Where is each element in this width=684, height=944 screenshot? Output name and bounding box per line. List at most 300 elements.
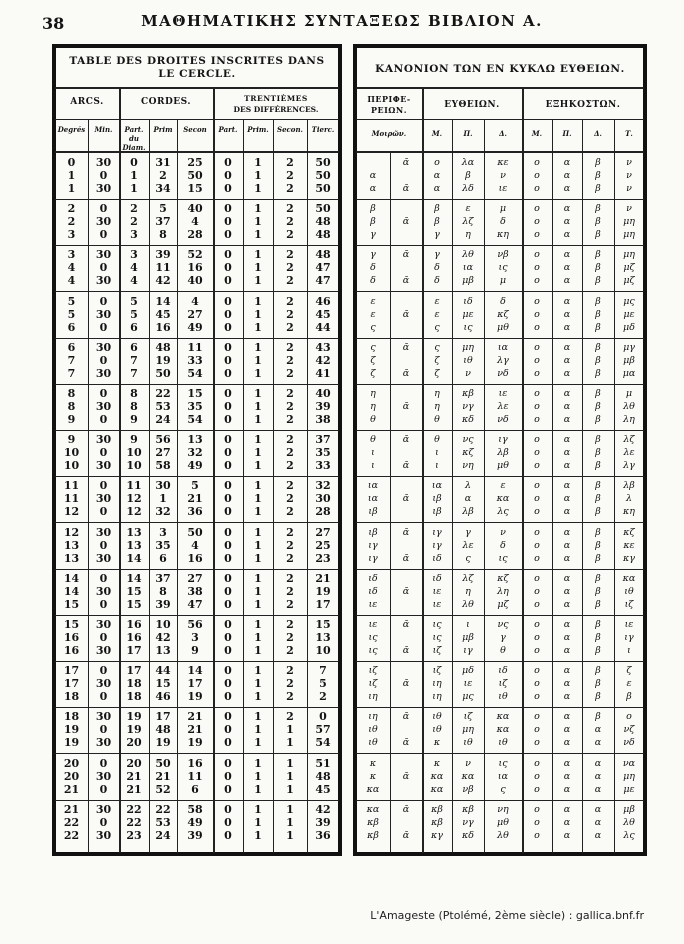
table-cell: ε xyxy=(370,295,376,307)
table-cell: γ xyxy=(370,249,376,261)
column-rule xyxy=(273,119,274,853)
right-table-title: ΚΑΝΟΝΙΟΝ ΤΩΝ ΕΝ ΚΥΚΛΩ ΕΥΘΕΙΩΝ. xyxy=(375,63,625,75)
table-cell: α xyxy=(563,295,571,307)
table-cell: ε xyxy=(626,678,632,690)
table-cell: μα xyxy=(622,367,636,379)
table-cell: β xyxy=(434,216,440,228)
table-cell: β xyxy=(595,388,601,399)
table-cell: ις xyxy=(463,321,473,333)
table-cell: 1 xyxy=(159,492,167,506)
table-cell: ν xyxy=(626,170,632,181)
table-cell: 1 xyxy=(67,169,76,182)
table-cell: 1 xyxy=(254,802,262,816)
table-cell: 2 xyxy=(286,584,294,598)
table-cell: 2 xyxy=(286,274,294,288)
table-cell: 1 xyxy=(254,228,262,242)
table-cell: νδ xyxy=(497,367,509,379)
table-cell: 0 xyxy=(224,618,232,631)
table-cell: β xyxy=(465,170,471,181)
table-cell: 4 xyxy=(67,274,76,288)
table-cell: ις xyxy=(368,645,378,656)
table-cell: β xyxy=(595,460,601,472)
table-cell: 42 xyxy=(315,802,331,816)
table-cell: 0 xyxy=(99,353,108,367)
table-cell: κα xyxy=(496,493,510,505)
table-cell: ιγ xyxy=(432,539,442,551)
table-cell: 30 xyxy=(95,248,112,262)
group-periph-line1: ΠΕΡΙΦΕ- xyxy=(367,94,411,104)
table-cell: 3 xyxy=(67,228,76,242)
table-cell: 22 xyxy=(155,387,171,400)
table-cell: 2 xyxy=(286,202,294,216)
table-cell: μβ xyxy=(462,632,474,643)
table-cell: 2 xyxy=(286,387,294,400)
group-periph-line2: ΡΕΙΩΝ. xyxy=(370,105,408,115)
table-cell: 40 xyxy=(315,387,331,400)
table-cell: ο xyxy=(534,737,540,749)
table-cell: 0 xyxy=(319,710,327,724)
table-cell: λθ xyxy=(462,249,474,261)
table-cell: β xyxy=(370,216,376,228)
table-cell: 32 xyxy=(187,446,203,460)
column-header: Secon xyxy=(183,125,207,134)
table-cell: β xyxy=(434,203,440,215)
table-cell: 39 xyxy=(187,828,203,842)
table-cell: 44 xyxy=(155,664,171,678)
table-cell: κβ xyxy=(462,388,474,399)
table-cell: λς xyxy=(497,506,509,518)
table-cell: β xyxy=(595,401,601,412)
table-cell: ις xyxy=(432,632,442,643)
table-cell: 54 xyxy=(315,736,331,750)
table-cell: κζ xyxy=(497,308,509,320)
table-cell: 5 xyxy=(67,307,76,321)
column-header: Part. xyxy=(218,125,238,134)
table-cell: κα xyxy=(622,572,636,584)
table-cell: 1 xyxy=(67,182,76,195)
table-cell: 7 xyxy=(319,664,327,678)
table-cell: 0 xyxy=(224,644,232,657)
table-cell: 2 xyxy=(67,202,76,216)
column-header: Part. du Diam. xyxy=(122,125,146,152)
row-group-rule xyxy=(55,384,339,385)
table-cell: ο xyxy=(534,460,540,472)
source-credit: L'Amageste (Ptolémé, 2ème siècle) : gallica.bnf.fr xyxy=(370,909,644,922)
table-cell: 0 xyxy=(99,631,108,644)
table-cell: ο xyxy=(534,619,540,630)
table-cell: ς xyxy=(465,552,471,564)
table-cell: ιε xyxy=(432,585,442,597)
table-cell: 39 xyxy=(315,400,331,413)
table-cell: β xyxy=(595,552,601,564)
table-cell: ᾱ xyxy=(402,157,410,168)
table-cell: ο xyxy=(534,783,540,795)
table-cell: β xyxy=(595,170,601,181)
row-group-rule xyxy=(356,800,644,801)
group-trentiemes: TRENTIÈMES xyxy=(244,94,308,103)
table-cell: ι xyxy=(371,447,375,459)
table-cell: 36 xyxy=(187,505,203,519)
table-cell: ο xyxy=(534,572,540,584)
table-cell: ιδ xyxy=(368,585,378,597)
table-cell: ια xyxy=(431,480,443,492)
column-rule xyxy=(390,151,391,853)
table-cell: 2 xyxy=(286,261,294,275)
table-cell: κη xyxy=(497,229,509,241)
table-cell: 1 xyxy=(254,340,262,354)
table-cell: α xyxy=(563,770,571,782)
table-cell: 14 xyxy=(63,571,80,585)
table-cell: 0 xyxy=(224,294,232,308)
table-cell: 30 xyxy=(95,736,112,750)
table-cell: 2 xyxy=(286,446,294,460)
table-cell: μβ xyxy=(623,803,635,815)
table-cell: 21 xyxy=(126,782,142,796)
left-table-title-line2: LE CERCLE. xyxy=(158,68,236,80)
table-cell: ις xyxy=(498,262,508,274)
table-cell: 10 xyxy=(126,459,142,473)
table-cell: λβ xyxy=(462,506,474,518)
table-cell: ο xyxy=(434,157,440,168)
table-cell: 30 xyxy=(95,802,112,816)
row-group-rule xyxy=(55,661,339,662)
table-cell: 2 xyxy=(286,571,294,585)
table-cell: 1 xyxy=(254,294,262,308)
table-cell: λε xyxy=(623,447,635,459)
table-cell: δ xyxy=(370,275,376,287)
table-cell: β xyxy=(595,229,601,241)
table-cell: α xyxy=(563,262,571,274)
table-cell: 0 xyxy=(224,353,232,367)
table-cell: β xyxy=(595,216,601,228)
table-cell: 27 xyxy=(155,446,171,460)
table-cell: 37 xyxy=(315,433,331,447)
table-cell: λε xyxy=(462,539,474,551)
table-cell: 1 xyxy=(130,182,138,195)
table-cell: 35 xyxy=(315,446,331,460)
table-cell: 48 xyxy=(155,340,171,354)
table-cell: 14 xyxy=(126,551,142,565)
table-cell: λδ xyxy=(462,183,474,194)
table-cell: θ xyxy=(500,645,506,656)
table-cell: β xyxy=(595,506,601,518)
table-cell: α xyxy=(563,157,571,168)
table-cell: α xyxy=(563,341,571,353)
table-cell: 0 xyxy=(224,459,232,473)
table-cell: ιθ xyxy=(368,737,378,749)
table-cell: 15 xyxy=(315,618,331,631)
table-cell: 50 xyxy=(155,756,171,770)
table-cell: 13 xyxy=(63,551,80,565)
table-cell: 1 xyxy=(254,571,262,585)
table-cell: α xyxy=(369,170,377,181)
table-cell: νς xyxy=(497,619,509,630)
table-cell: β xyxy=(595,572,601,584)
table-cell: α xyxy=(563,552,571,564)
table-cell: ο xyxy=(534,414,540,425)
table-cell: β xyxy=(595,493,601,505)
table-cell: κα xyxy=(366,803,380,815)
table-cell: 0 xyxy=(224,274,232,288)
table-cell: 30 xyxy=(95,525,112,539)
table-cell: β xyxy=(595,249,601,261)
table-cell: 30 xyxy=(95,492,112,506)
table-cell: 10 xyxy=(155,618,171,631)
column-rule xyxy=(149,119,150,853)
table-cell: 5 xyxy=(67,294,76,308)
column-header: Μ. xyxy=(431,129,443,138)
table-cell: κ xyxy=(433,757,441,769)
column-rule xyxy=(582,119,583,853)
table-cell: με xyxy=(623,308,635,320)
table-cell: νδ xyxy=(497,414,509,425)
table-cell: 1 xyxy=(254,446,262,460)
table-cell: 5 xyxy=(130,307,138,321)
table-cell: ι xyxy=(627,645,631,656)
table-cell: 1 xyxy=(254,597,262,611)
table-cell: ο xyxy=(534,829,540,841)
table-cell: 7 xyxy=(67,366,76,380)
table-cell: 1 xyxy=(254,248,262,262)
table-cell: 16 xyxy=(63,644,80,657)
table-cell: μ xyxy=(499,203,507,215)
column-header: Prim. xyxy=(247,125,269,134)
table-cell: ιζ xyxy=(368,665,378,677)
column-header: Π. xyxy=(562,129,572,138)
table-cell: 30 xyxy=(155,479,171,493)
table-cell: κα xyxy=(366,783,380,795)
table-cell: 45 xyxy=(315,782,331,796)
chord-table-greek xyxy=(353,44,647,856)
table-cell: 24 xyxy=(155,413,171,426)
table-cell: 0 xyxy=(224,248,232,262)
table-cell: 18 xyxy=(63,710,80,724)
table-cell: 21 xyxy=(155,769,171,783)
table-cell: 1 xyxy=(254,459,262,473)
table-cell: ᾱ xyxy=(402,526,410,538)
table-cell: 12 xyxy=(63,525,80,539)
table-cell: 0 xyxy=(224,228,232,242)
table-cell: 30 xyxy=(95,182,112,195)
table-cell: 41 xyxy=(315,366,331,380)
table-cell: λγ xyxy=(497,354,509,366)
table-cell: ς xyxy=(434,341,440,353)
table-cell: 22 xyxy=(63,815,80,829)
table-cell: ο xyxy=(534,493,540,505)
table-cell: 57 xyxy=(315,723,331,737)
table-cell: 30 xyxy=(95,584,112,598)
table-cell: 15 xyxy=(63,618,80,631)
table-cell: 0 xyxy=(224,677,232,691)
table-cell: 56 xyxy=(187,618,203,631)
table-cell: 1 xyxy=(254,387,262,400)
row-group-rule xyxy=(356,569,644,570)
table-cell: μβ xyxy=(623,354,635,366)
table-cell: η xyxy=(434,388,440,399)
page-header: ΜΑΘΗΜΑΤΙΚΗΣ ΣΥΝΤΑΞΕΩΣ ΒΙΒΛΙΟΝ Α. xyxy=(141,12,543,30)
table-cell: 2 xyxy=(286,248,294,262)
table-cell: η xyxy=(370,401,376,412)
group-cordes: CORDES. xyxy=(141,97,191,107)
table-cell: γ xyxy=(370,229,376,241)
table-cell: 50 xyxy=(187,169,203,182)
table-cell: κγ xyxy=(431,829,443,841)
table-cell: 1 xyxy=(254,261,262,275)
table-cell: ᾱ xyxy=(402,585,410,597)
table-cell: μγ xyxy=(623,341,635,353)
table-cell: 51 xyxy=(315,756,331,770)
table-cell: κζ xyxy=(497,572,509,584)
group-hex: ΕΞΗΚΟΣΤΩΝ. xyxy=(545,100,621,110)
table-cell: 1 xyxy=(254,366,262,380)
table-cell: ν xyxy=(626,157,632,168)
table-cell: μζ xyxy=(623,275,635,287)
table-cell: ζ xyxy=(370,367,376,379)
table-cell: 19 xyxy=(155,353,171,367)
table-cell: 4 xyxy=(130,274,138,288)
table-cell: 1 xyxy=(286,828,294,842)
table-cell: 2 xyxy=(286,182,294,195)
table-cell: ιζ xyxy=(432,665,442,677)
table-cell: μ xyxy=(625,388,633,399)
table-cell: κζ xyxy=(462,447,474,459)
row-group-rule xyxy=(55,476,339,477)
table-cell: β xyxy=(595,598,601,610)
table-cell: 42 xyxy=(155,274,171,288)
table-cell: β xyxy=(595,183,601,194)
table-cell: κ xyxy=(369,757,377,769)
table-cell: 1 xyxy=(254,274,262,288)
table-cell: μδ xyxy=(462,665,474,677)
table-cell: 0 xyxy=(224,505,232,519)
table-cell: α xyxy=(563,480,571,492)
table-cell: α xyxy=(563,711,571,723)
table-cell: 20 xyxy=(63,769,80,783)
table-cell: κγ xyxy=(623,552,635,564)
table-cell: 3 xyxy=(159,525,167,539)
table-cell: 0 xyxy=(224,156,232,169)
table-cell: ιδ xyxy=(463,295,473,307)
table-cell: ιζ xyxy=(432,645,442,656)
table-cell: 0 xyxy=(99,202,108,216)
table-cell: θ xyxy=(434,434,440,446)
table-cell: ιε xyxy=(432,598,442,610)
table-cell: ᾱ xyxy=(402,460,410,472)
table-cell: ᾱ xyxy=(402,341,410,353)
table-cell: 22 xyxy=(126,815,142,829)
table-cell: 2 xyxy=(286,433,294,447)
table-cell: 13 xyxy=(63,538,80,552)
table-cell: ο xyxy=(534,526,540,538)
table-cell: 2 xyxy=(286,538,294,552)
table-cell: β xyxy=(595,665,601,677)
table-cell: β xyxy=(595,367,601,379)
table-cell: ο xyxy=(534,598,540,610)
table-cell: α xyxy=(563,308,571,320)
table-cell: 11 xyxy=(155,261,171,275)
table-cell: 25 xyxy=(187,156,203,169)
table-cell: λζ xyxy=(623,434,635,446)
table-cell: α xyxy=(563,414,571,425)
table-cell: 0 xyxy=(224,690,232,704)
table-cell: α xyxy=(563,203,571,215)
table-cell: 48 xyxy=(315,228,331,242)
table-cell: νβ xyxy=(462,783,474,795)
table-cell: 21 xyxy=(63,782,80,796)
table-cell: 0 xyxy=(99,320,108,334)
table-cell: μ xyxy=(499,275,507,287)
table-cell: 1 xyxy=(254,677,262,691)
table-cell: ι xyxy=(435,460,439,472)
table-cell: 1 xyxy=(254,631,262,644)
table-cell: ᾱ xyxy=(402,216,410,228)
table-cell: 18 xyxy=(126,677,142,691)
table-cell: β xyxy=(595,414,601,425)
column-header: Π. xyxy=(463,129,473,138)
table-cell: νβ xyxy=(497,249,509,261)
table-cell: ο xyxy=(534,506,540,518)
table-cell: 1 xyxy=(254,479,262,493)
table-cell: 0 xyxy=(224,366,232,380)
column-header: Τ. xyxy=(625,129,633,138)
table-cell: ς xyxy=(370,341,376,353)
table-cell: 0 xyxy=(224,664,232,678)
table-cell: α xyxy=(563,829,571,841)
table-cell: 7 xyxy=(130,366,138,380)
table-cell: 2 xyxy=(286,597,294,611)
row-group-rule xyxy=(356,476,644,477)
table-cell: α xyxy=(563,367,571,379)
table-cell: 5 xyxy=(319,677,327,691)
table-cell: 46 xyxy=(315,294,331,308)
table-cell: 8 xyxy=(159,584,167,598)
table-cell: 0 xyxy=(99,294,108,308)
table-cell: 28 xyxy=(315,505,331,519)
table-cell: ᾱ xyxy=(402,401,410,412)
table-cell: 0 xyxy=(99,479,108,493)
table-cell: ιζ xyxy=(368,678,378,690)
table-cell: ιδ xyxy=(432,552,442,564)
table-cell: 15 xyxy=(63,597,80,611)
column-rule xyxy=(614,119,615,853)
table-cell: 12 xyxy=(126,492,142,506)
table-cell: 5 xyxy=(191,479,199,493)
row-group-rule xyxy=(55,707,339,708)
table-cell: ιδ xyxy=(368,572,378,584)
table-cell: α xyxy=(563,598,571,610)
table-cell: ιε xyxy=(368,598,378,610)
table-cell: 54 xyxy=(187,366,203,380)
table-cell: ι xyxy=(466,619,470,630)
table-cell: μς xyxy=(462,691,474,703)
table-cell: θ xyxy=(434,414,440,425)
table-cell: ιη xyxy=(368,711,378,723)
table-cell: 17 xyxy=(126,664,142,678)
table-cell: 1 xyxy=(254,169,262,182)
table-cell: ᾱ xyxy=(402,803,410,815)
column-rule xyxy=(552,119,553,853)
table-cell: 0 xyxy=(99,169,108,182)
table-cell: 48 xyxy=(315,769,331,783)
table-cell: α xyxy=(563,585,571,597)
table-cell: ε xyxy=(465,203,471,215)
table-cell: 30 xyxy=(95,340,112,354)
table-cell: κ xyxy=(369,770,377,782)
table-cell: 43 xyxy=(315,340,331,354)
table-cell: 0 xyxy=(224,584,232,598)
table-cell: 6 xyxy=(67,320,76,334)
table-cell: ο xyxy=(534,367,540,379)
